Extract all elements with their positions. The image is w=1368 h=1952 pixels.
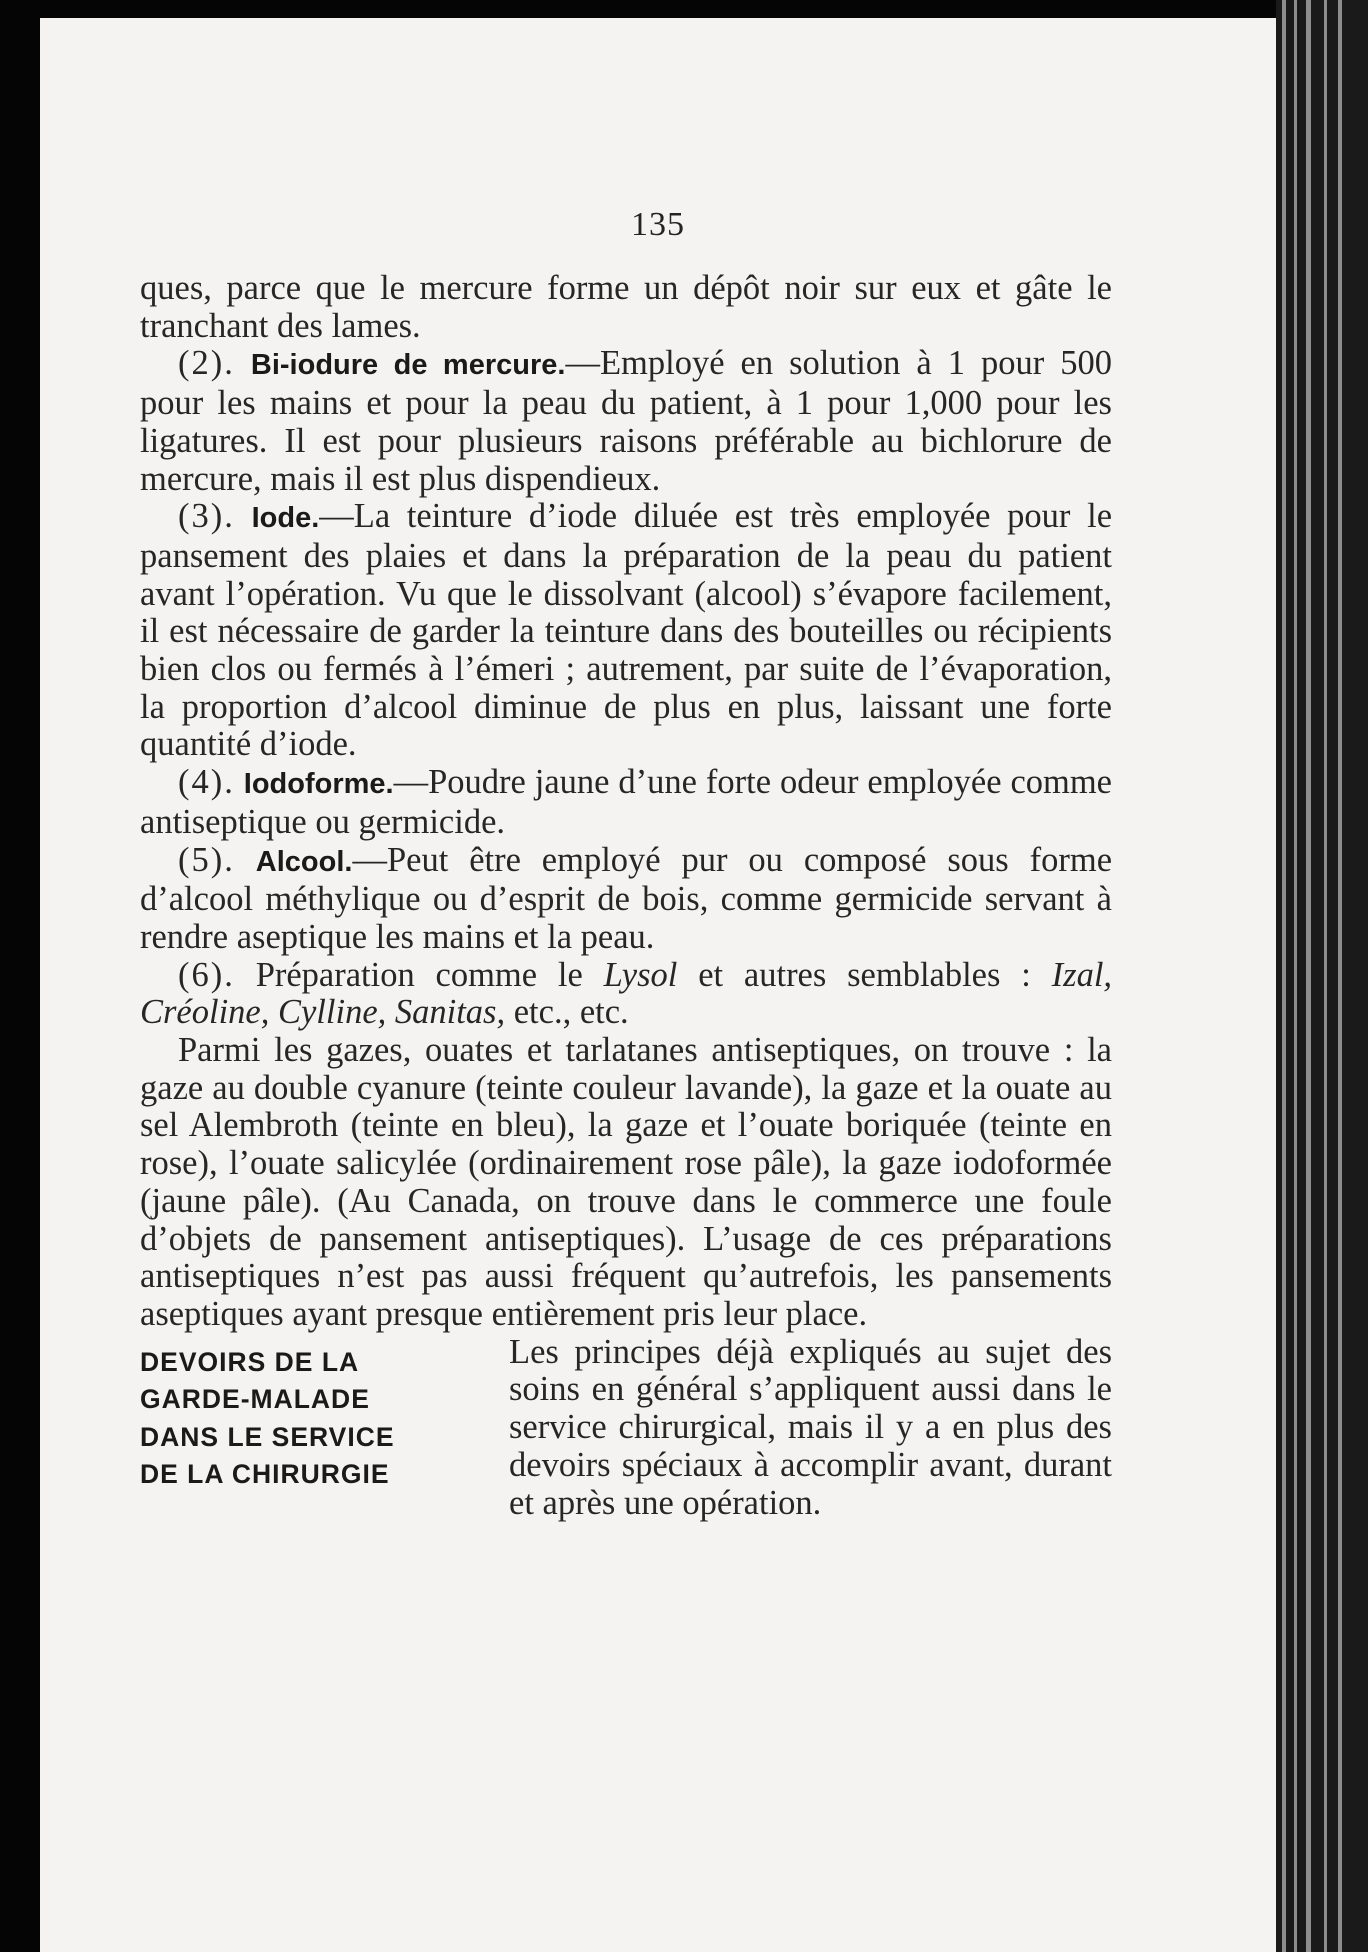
side-heading: DEVOIRS DE LA GARDE-MALADE DANS LE SERVICE DE LA CHIRURGIE xyxy=(140,1346,395,1490)
book-page-edges xyxy=(1276,0,1368,1952)
gauzes-paragraph: Parmi les gazes, ouates et tarlatanes antiseptiques, on trouve : la gaze au double cyanure (teinte couleur lavande), la gaze et la ouate au sel Alembroth (teinte en bleu), la gaze et l’ouate boriquée (teinte en rose), l’ouate salicylée (ordinairement rose pâle), la gaze iodoformée (jaune pâle). (Au Canada, on trouve dans le commerce une foule d’objets de pansement antiseptiques). L’usage de ces préparations antiseptiques n’est pas aussi fréquent qu’autrefois, les pansements aseptiques ayant presque entièrement pris leur place. xyxy=(140,1031,1112,1333)
item-3: (3). Iode.—La teinture d’iode diluée est très employée pour le pansement des plaies et dans la préparation de la peau du patient avant l’opération. Vu que le dissolvant (alcool) s’évapore facilement, il est nécessaire de garder la teinture dans des bouteilles ou récipients bien clos ou fermés à l’émeri ; autrement, par suite de l’évaporation, la proportion d’alcool diminue de plus en plus, laissant une forte quantité d’iode. xyxy=(140,497,1113,764)
scan-top-border xyxy=(0,0,1368,18)
item-heading: Iodoforme. xyxy=(243,768,394,801)
item-2: (2). Bi-iodure de mercure.—Employé en solution à 1 pour 500 pour les mains et pour la peau du patient, à 1 pour 1,000 pour les ligatures. Il est pour plusieurs raisons préférable au bichlorure de mercure, mais il est plus dispendieux. xyxy=(140,344,1112,498)
item-heading: Iode. xyxy=(251,502,320,535)
continuation-paragraph: ques, parce que le mercure forme un dépôt noir sur eux et gâte le tranchant des lames. xyxy=(140,269,1112,345)
body-text xyxy=(140,270,1112,1522)
item-heading: Alcool. xyxy=(255,845,353,878)
item-6: (6). Préparation comme le Lysol et autres semblables : Izal, Créoline, Cylline, Sanitas, etc., etc. xyxy=(140,955,1113,1032)
scan-left-border xyxy=(0,0,40,1952)
item-5: (5). Alcool.—Peut être employé pur ou composé sous forme d’alcool méthylique ou d’esprit de bois, comme germicide servant à rendre aseptique les mains et la peau. xyxy=(140,840,1113,956)
item-heading: Bi-iodure de mercure. xyxy=(250,349,566,382)
page-number: 135 xyxy=(631,206,685,243)
duties-paragraph: Les principes déjà expliqués au sujet des soins en général s’appliquent aussi dans le service chirurgical, mais il y a en plus des devoirs spéciaux à accomplir avant, durant et après une opération. xyxy=(509,1332,1112,1522)
item-4: (4). Iodoforme.—Poudre jaune d’une forte odeur employée comme antiseptique ou germicide. xyxy=(140,763,1112,841)
